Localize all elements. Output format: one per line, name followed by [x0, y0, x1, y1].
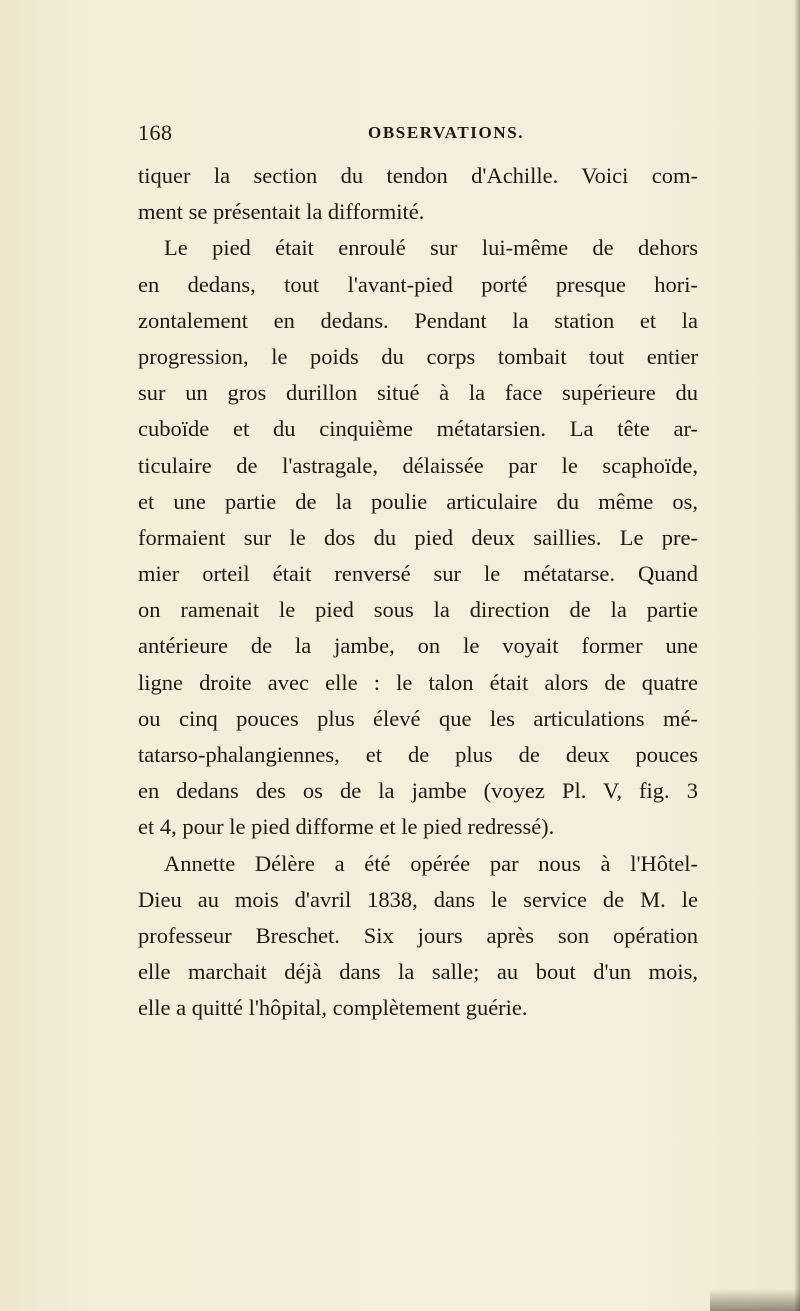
page-corner-shadow [710, 1289, 800, 1311]
text-line: antérieure de la jambe, on le voyait former une [138, 633, 698, 659]
text-line: ticulaire de l'astragale, délaissée par le scaphoïde, [138, 452, 698, 478]
text-line: ou cinq pouces plus élevé que les articulations mé- [138, 705, 698, 731]
text-line: Annette Délère a été opérée par nous à l'Hôtel- [164, 850, 698, 876]
text-line: Le pied était enroulé sur lui-même de dehors [164, 235, 698, 261]
running-title: OBSERVATIONS. [368, 123, 525, 142]
text-line: on ramenait le pied sous la direction de la partie [138, 597, 698, 623]
text-line: ligne droite avec elle : le talon était alors de quatre [138, 669, 698, 695]
text-line: Dieu au mois d'avril 1838, dans le service de M. le [138, 886, 698, 912]
page-edge-shadow [794, 0, 800, 1311]
text-line: en dedans des os de la jambe (voyez Pl. V, fig. 3 [138, 778, 698, 804]
text-line: et une partie de la poulie articulaire du même os, [138, 488, 698, 514]
text-line: tatarso-phalangiennes, et de plus de deux pouces [138, 742, 698, 767]
text-line: zontalement en dedans. Pendant la station et la [138, 307, 698, 333]
text-line: professeur Breschet. Six jours après son opération [138, 922, 698, 948]
text-line: elle a quitté l'hôpital, complètement guérie. [138, 995, 528, 1021]
text-line: tiquer la section du tendon d'Achille. Voici com- [138, 163, 698, 188]
text-line: formaient sur le dos du pied deux saillies. Le pre- [138, 524, 698, 550]
text-line: ment se présentait la difformité. [138, 199, 425, 225]
page-header [138, 120, 698, 160]
page-number: 168 [138, 120, 173, 145]
text-line: elle marchait déjà dans la salle; au bout d'un mois, [138, 959, 698, 985]
text-line: sur un gros durillon situé à la face supérieure du [138, 380, 698, 406]
text-line: en dedans, tout l'avant-pied porté presque hori- [138, 271, 698, 297]
text-line: progression, le poids du corps tombait tout entier [138, 343, 698, 369]
text-line: mier orteil était renversé sur le métatarse. Quand [138, 561, 698, 587]
text-line: et 4, pour le pied difforme et le pied redressé). [138, 814, 555, 840]
text-line: cuboïde et du cinquième métatarsien. La tête ar- [138, 416, 698, 442]
body-text [138, 158, 698, 1027]
